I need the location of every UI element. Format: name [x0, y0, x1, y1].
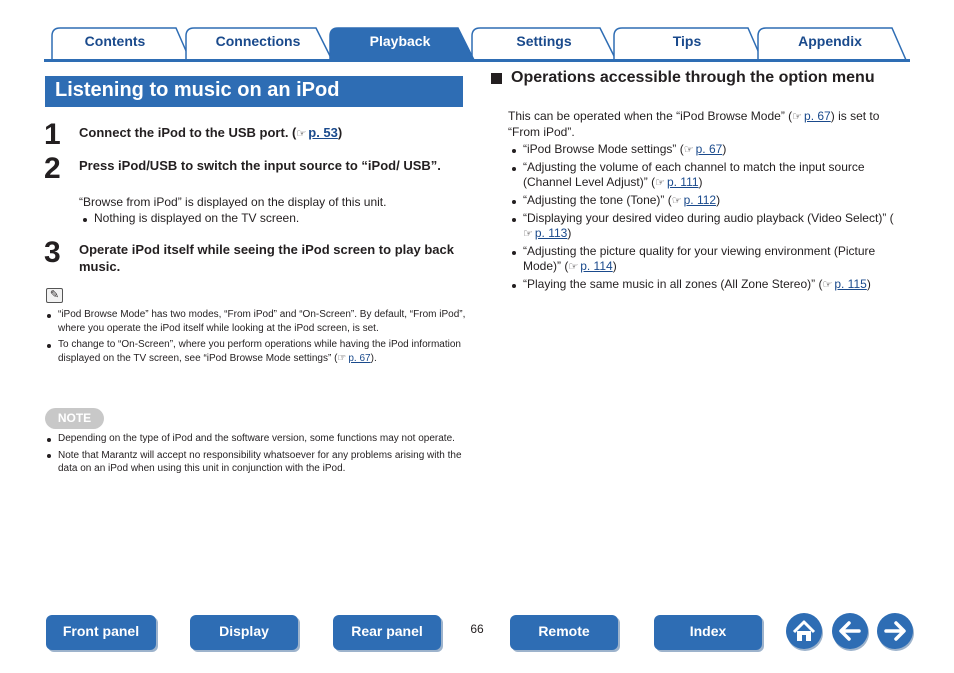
step-2-detail: “Browse from iPod” is displayed on the display of this unit.: [79, 195, 387, 209]
ops-item-text: “Displaying your desired video during audio playback (Video Select)” (: [523, 211, 894, 225]
ops-item: [511, 142, 896, 158]
tab-settings[interactable]: Settings: [516, 33, 572, 49]
ops-item: [511, 193, 896, 209]
note-list: [46, 432, 466, 476]
ops-item: [511, 277, 896, 293]
ops-title: Operations accessible through the option menu: [511, 69, 875, 86]
step-2-bullet: Nothing is displayed on the TV screen.: [82, 211, 469, 226]
step-1-label: Connect the iPod to the USB port. (: [79, 125, 297, 140]
memo-page-link[interactable]: p. 67: [348, 352, 371, 364]
ops-item: [511, 244, 896, 275]
page-number: 66: [470, 622, 484, 636]
ops-intro-page-link[interactable]: p. 67: [804, 109, 831, 123]
pencil-icon: ✎: [46, 288, 63, 303]
rear-panel-button[interactable]: Rear panel: [333, 615, 441, 650]
ops-item-link[interactable]: p. 113: [534, 226, 568, 240]
tab-connections[interactable]: Connections: [215, 33, 301, 49]
ops-item-close: ): [722, 142, 727, 156]
tab-contents[interactable]: Contents: [84, 33, 146, 49]
step-number-1: 1: [44, 118, 61, 151]
memo-item: “iPod Browse Mode” has two modes, “From iPod” and “On-Screen”. By default, “From iPod”, where you operate the iPod itself while looking at the iPod screen, is set.: [46, 308, 466, 335]
step-1-close: ): [337, 125, 343, 140]
hand-pointer-icon: ☞: [792, 111, 803, 123]
ops-item-close: ): [698, 175, 703, 189]
hand-pointer-icon: ☞: [671, 195, 682, 207]
note-item: Depending on the type of iPod and the software version, some functions may not operate.: [46, 432, 466, 446]
top-tab-bar: [0, 0, 954, 64]
ops-intro-after: ) is set to “From iPod”.: [508, 109, 880, 139]
tab-playback[interactable]: Playback: [369, 33, 431, 49]
hand-pointer-icon: ☞: [683, 144, 694, 156]
step-number-2: 2: [44, 152, 61, 185]
hand-pointer-icon: ☞: [523, 228, 533, 240]
ops-item: [511, 160, 896, 191]
note-item: Note that Marantz will accept no responsibility whatsoever for any problems arising with the data on an iPod when using this unit in conjunction with the iPod.: [46, 449, 466, 476]
front-panel-button[interactable]: Front panel: [46, 615, 156, 650]
step-3-text: Operate iPod itself while seeing the iPod screen to play back music.: [79, 242, 454, 274]
ops-item-text: “Playing the same music in all zones (All Zone Stereo)” (: [523, 277, 823, 291]
ops-item-close: ): [612, 259, 617, 273]
hand-pointer-icon: ☞: [296, 128, 307, 140]
ops-item-text: “Adjusting the volume of each channel to match the input source (Channel Level Adjust)” (: [523, 160, 865, 189]
remote-button[interactable]: Remote: [510, 615, 618, 650]
hand-pointer-icon: ☞: [655, 177, 665, 189]
ops-intro: [508, 109, 898, 140]
index-button[interactable]: Index: [654, 615, 762, 650]
hand-pointer-icon: ☞: [568, 261, 579, 273]
ops-item-link[interactable]: p. 111: [666, 175, 699, 189]
ops-item: [511, 211, 896, 242]
tab-appendix[interactable]: Appendix: [798, 33, 862, 49]
memo-item-close: ).: [370, 352, 377, 364]
ops-item-close: ): [716, 193, 721, 207]
tab-shapes: [0, 0, 954, 64]
step-2-text: Press iPod/USB to switch the input source to “iPod/ USB”.: [79, 158, 441, 173]
ops-list: [511, 142, 896, 293]
memo-item-text: To change to “On-Screen”, where you perform operations while having the iPod information displayed on the TV screen, see “iPod Browse Mode settings” (: [58, 339, 461, 364]
section-title: Listening to music on an iPod: [45, 76, 463, 107]
arrow-left-icon[interactable]: [832, 613, 868, 649]
hand-pointer-icon: ☞: [337, 352, 347, 364]
ops-item-text: “iPod Browse Mode settings” (: [523, 142, 684, 156]
step-1-text: [79, 124, 464, 143]
home-icon[interactable]: [786, 613, 822, 649]
memo-list: [46, 308, 466, 365]
ops-item-link[interactable]: p. 114: [580, 259, 613, 273]
ops-intro-text: This can be operated when the “iPod Browse Mode” (: [508, 109, 793, 123]
ops-item-text: “Adjusting the tone (Tone)” (: [523, 193, 672, 207]
tab-tips[interactable]: Tips: [672, 33, 702, 49]
ops-item-link[interactable]: p. 112: [683, 193, 717, 207]
memo-item: [46, 338, 466, 365]
ops-item-close: ): [866, 277, 871, 291]
step-1-page-link[interactable]: p. 53: [308, 125, 338, 140]
ops-item-link[interactable]: p. 67: [695, 142, 723, 156]
ops-item-link[interactable]: p. 115: [834, 277, 867, 291]
step-number-3: 3: [44, 236, 61, 269]
arrow-right-icon[interactable]: [877, 613, 913, 649]
hand-pointer-icon: ☞: [822, 279, 833, 291]
note-badge: NOTE: [45, 408, 104, 429]
ops-item-text: “Adjusting the picture quality for your viewing environment (Picture Mode)” (: [523, 244, 876, 273]
display-button[interactable]: Display: [190, 615, 298, 650]
ops-item-close: ): [567, 226, 572, 240]
